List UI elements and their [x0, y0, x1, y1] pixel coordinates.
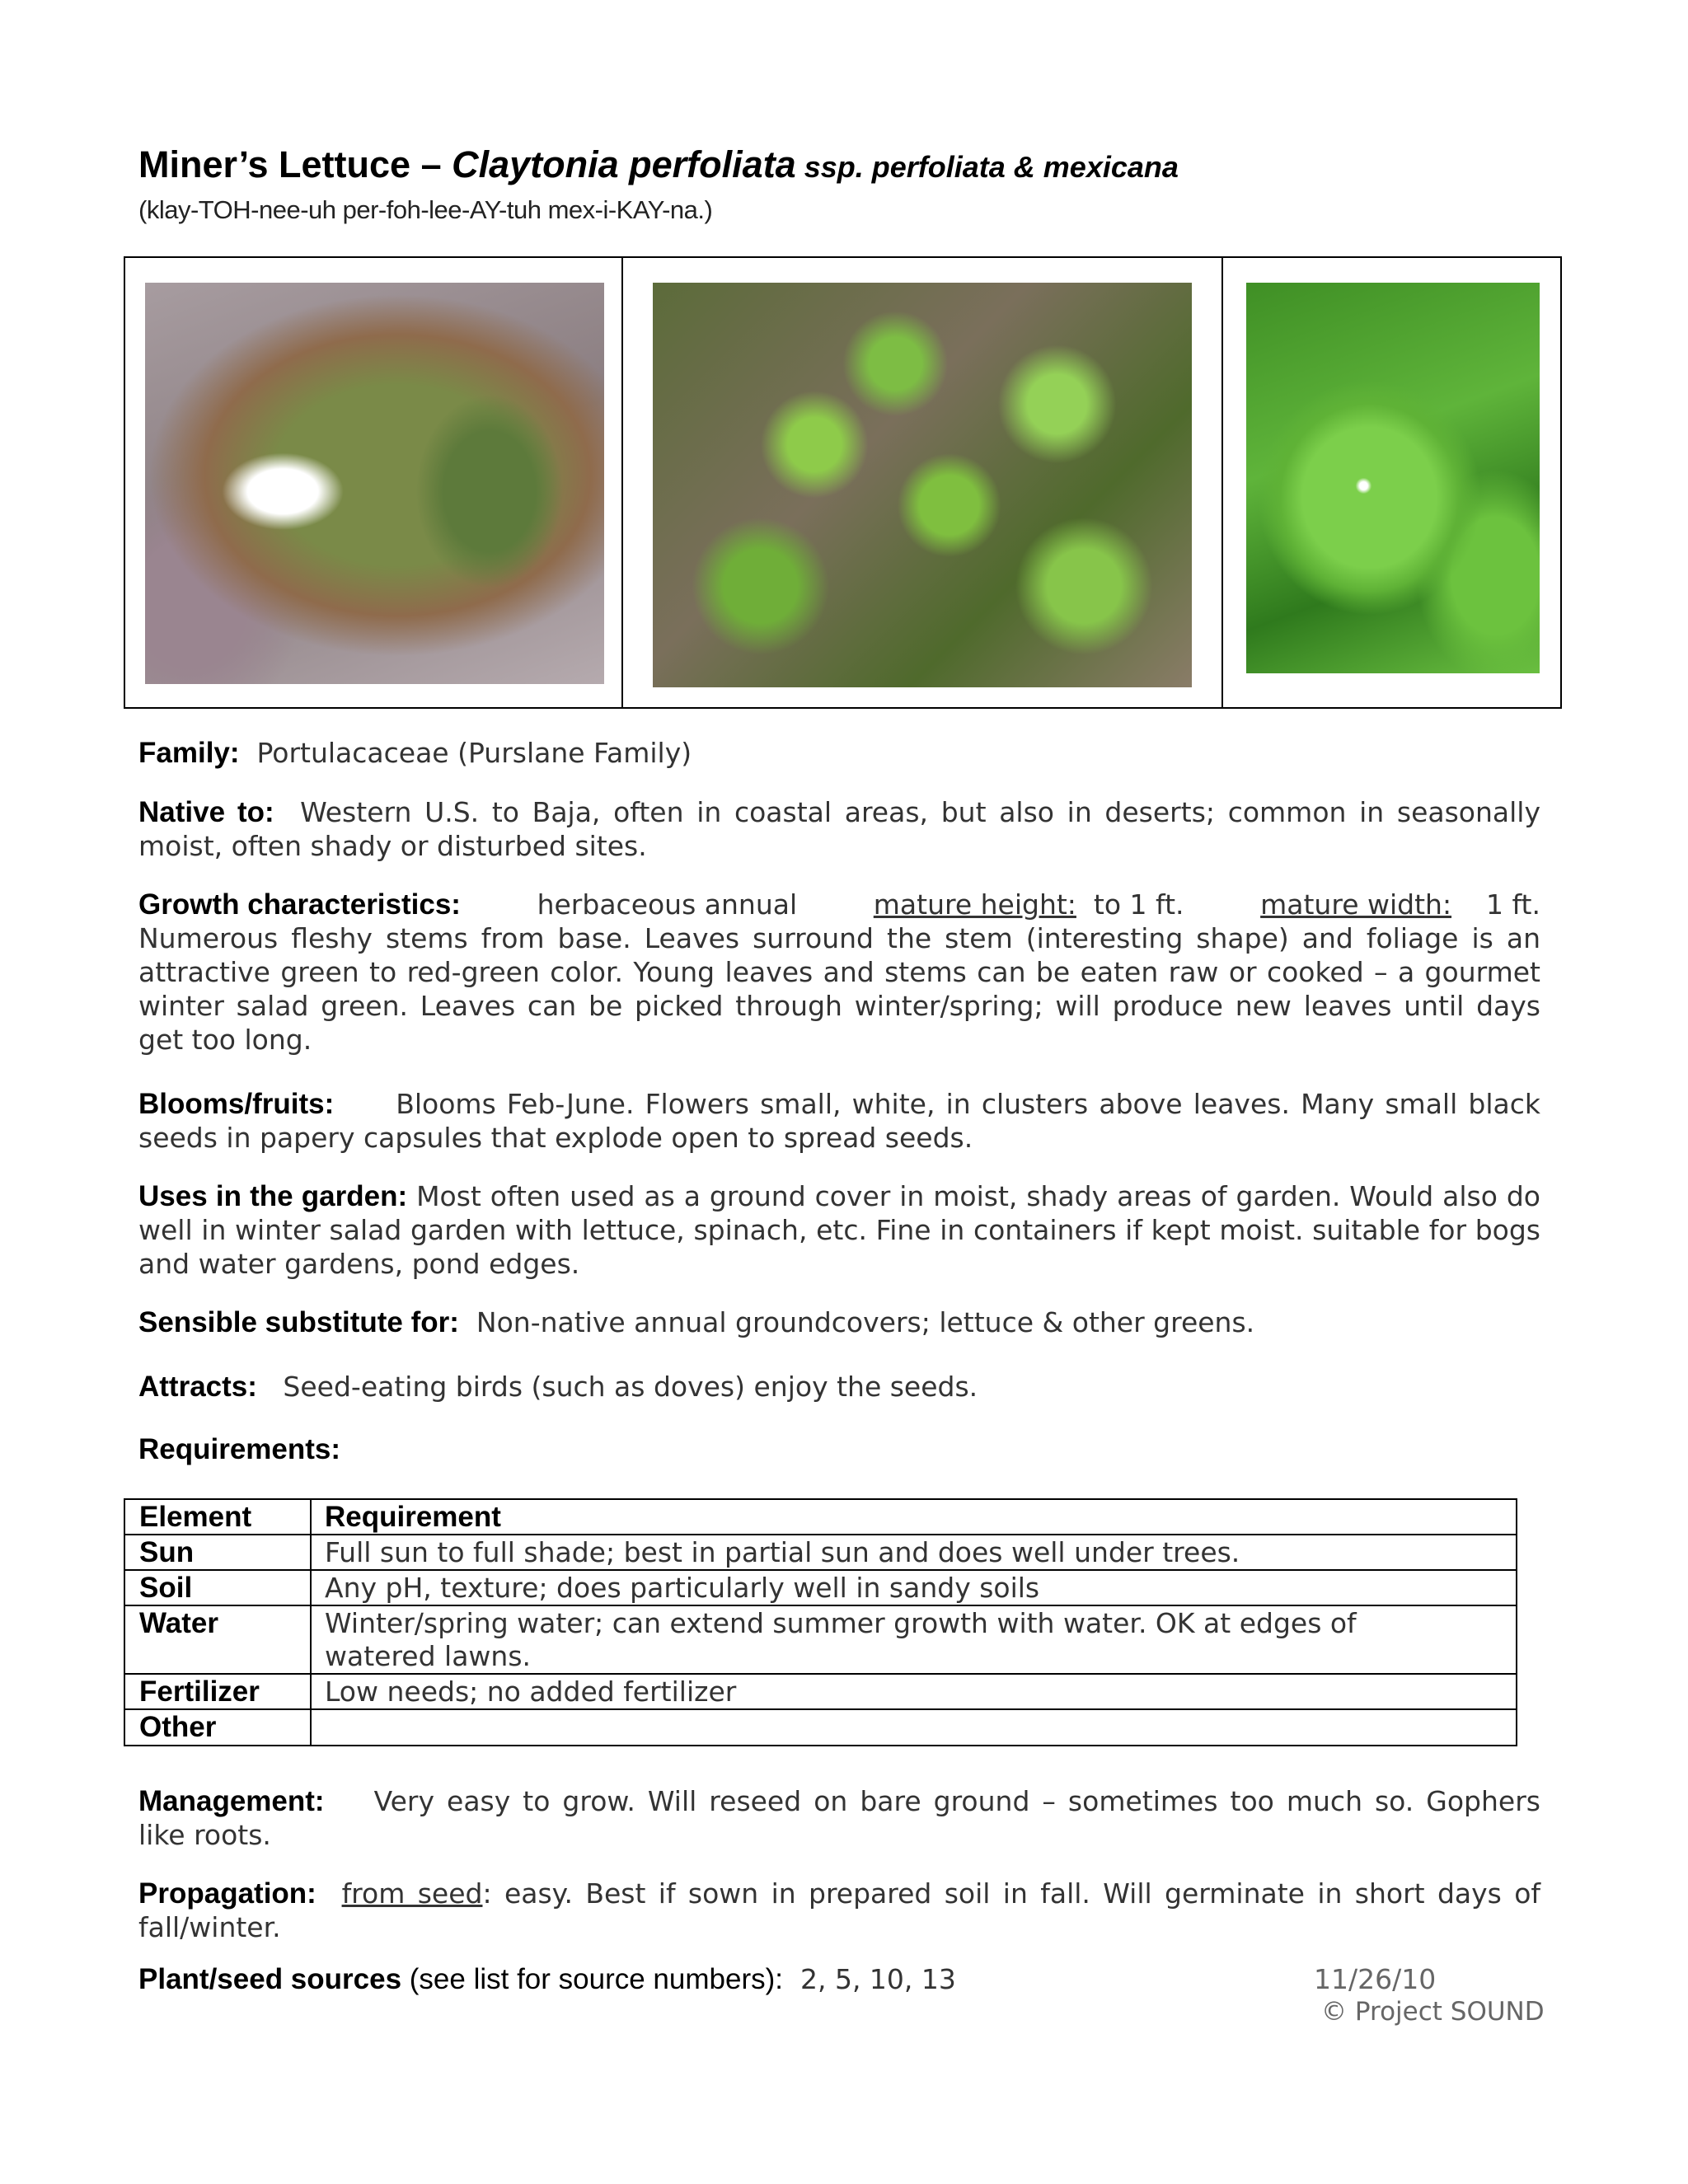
growth-section: [138, 888, 1540, 1057]
blooms-text: Blooms Feb-June. Flowers small, white, in clusters above leaves. Many small black seeds in papery capsules that explode open to spread seeds.: [138, 1088, 1540, 1154]
propagation-method: from seed: [341, 1877, 483, 1910]
height-value: to 1 ft.: [1093, 888, 1184, 921]
row-element: Water: [124, 1605, 311, 1674]
attracts-section: [138, 1370, 1540, 1404]
native-section: [138, 795, 1540, 863]
table-row: [124, 1535, 1517, 1570]
ssp-prefix: ssp.: [795, 150, 864, 184]
uses-text: Most often used as a ground cover in moist, shady areas of garden. Would also do well in winter salad garden with lettuce, spinach, etc. Fine in containers if kept moist. suitable for bogs and water gardens, pond edges.: [138, 1180, 1540, 1280]
management-text: Very easy to grow. Will reseed on bare ground – sometimes too much so. Gophers like roots.: [138, 1785, 1540, 1851]
row-requirement: Winter/spring water; can extend summer growth with water. OK at edges of watered lawns.: [311, 1605, 1517, 1674]
propagation-section: [138, 1877, 1540, 1944]
growth-width: [1260, 888, 1540, 921]
row-element: Sun: [124, 1535, 311, 1570]
row-requirement: [311, 1709, 1517, 1746]
requirements-heading: [138, 1432, 1540, 1466]
photo-cell-1: [125, 258, 621, 707]
growth-habit: herbaceous annual: [537, 888, 798, 921]
management-section: [138, 1784, 1540, 1852]
blooms-label: Blooms/fruits:: [138, 1088, 335, 1120]
family-section: [138, 736, 1540, 770]
photo-cell-2: [621, 258, 1221, 707]
page-title: [138, 142, 1540, 190]
growth-text: Numerous fleshy stems from base. Leaves surround the stem (interesting shape) and foliage is an attractive green to red-green color. Young leaves and stems can be eaten raw or cooked – a gourmet winter salad green. Leaves can be picked through winter/spring; will produce new leaves until days get too long.: [138, 922, 1540, 1056]
column-header-element: Element: [124, 1499, 311, 1535]
sources-label: Plant/seed sources: [138, 1963, 402, 1995]
family-label: Family:: [138, 737, 240, 769]
photo-table: [124, 256, 1562, 709]
blooms-section: [138, 1087, 1540, 1155]
uses-label: Uses in the garden:: [138, 1180, 408, 1212]
photo-cell-3: [1221, 258, 1560, 707]
subspecies-names: perfoliata & mexicana: [863, 150, 1179, 184]
row-element: Other: [124, 1709, 311, 1746]
attracts-text: Seed-eating birds (such as doves) enjoy the seeds.: [283, 1371, 978, 1403]
table-row: [124, 1674, 1517, 1709]
table-row: [124, 1709, 1517, 1746]
table-row: [124, 1570, 1517, 1605]
row-requirement: Any pH, texture; does particularly well in sandy soils: [311, 1570, 1517, 1605]
growth-first-line: [138, 888, 1540, 921]
scientific-name: Claytonia perfoliata: [452, 143, 796, 185]
plant-clump-photo: [653, 283, 1192, 687]
substitute-label: Sensible substitute for:: [138, 1306, 459, 1338]
requirements-label: Requirements:: [138, 1433, 341, 1465]
sources-numbers: 2, 5, 10, 13: [799, 1963, 956, 1995]
sources-note: (see list for source numbers):: [401, 1963, 783, 1995]
management-label: Management:: [138, 1785, 325, 1817]
table-row: [124, 1605, 1517, 1674]
revision-date: 11/26/10: [1314, 1963, 1437, 1995]
width-label: mature width:: [1260, 888, 1452, 921]
row-element: Fertilizer: [124, 1674, 311, 1709]
table-header-row: [124, 1499, 1517, 1535]
uses-section: [138, 1179, 1540, 1281]
width-value: 1 ft.: [1486, 888, 1540, 921]
family-text: Portulacaceae (Purslane Family): [256, 737, 692, 769]
column-header-requirement: Requirement: [311, 1499, 1517, 1535]
substitute-section: [138, 1305, 1540, 1339]
propagation-label: Propagation:: [138, 1877, 316, 1910]
copyright-notice: © Project SOUND: [1321, 1997, 1545, 2027]
native-text: Western U.S. to Baja, often in coastal areas, but also in deserts; common in seasonally moist, often shady or disturbed sites.: [138, 796, 1540, 862]
row-requirement: Full sun to full shade; best in partial sun and does well under trees.: [311, 1535, 1517, 1570]
growth-height: [874, 888, 1184, 921]
common-name: Miner’s Lettuce –: [138, 143, 452, 185]
leaf-closeup-photo: [1246, 283, 1540, 673]
substitute-text: Non-native annual groundcovers; lettuce & other greens.: [476, 1306, 1255, 1338]
pronunciation: (klay-TOH-nee-uh per-foh-lee-AY-tuh mex-i-KAY-na.): [138, 195, 713, 224]
row-requirement: Low needs; no added fertilizer: [311, 1674, 1517, 1709]
propagation-text: : easy. Best if sown in prepared soil in fall. Will germinate in short days of fall/winter.: [138, 1877, 1541, 1943]
attracts-label: Attracts:: [138, 1371, 257, 1403]
native-label: Native to:: [138, 796, 274, 828]
sources-section: [138, 1962, 1292, 1996]
title-block: [138, 142, 1540, 227]
requirements-table: [124, 1498, 1517, 1746]
height-label: mature height:: [873, 888, 1076, 921]
row-element: Soil: [124, 1570, 311, 1605]
growth-label: Growth characteristics:: [138, 888, 461, 921]
flower-closeup-photo: [145, 283, 604, 684]
